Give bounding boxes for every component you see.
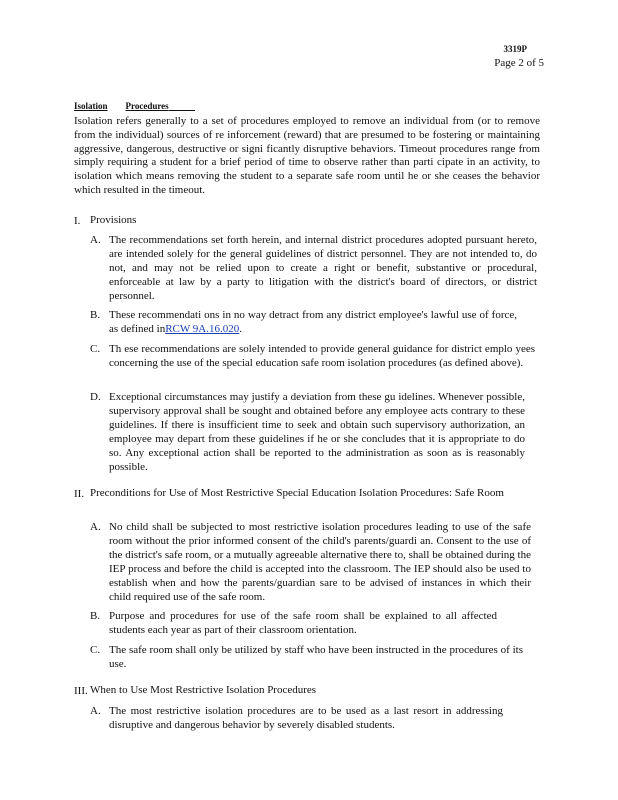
intro-paragraph: Isolation refers generally to a set of procedures employed to remove an individual from (or to remove from the individual) sources of re inforcement (reward) that are presumed to be fostering or maintaining aggressive, dangerous, destructive or signi ficantly disruptive behaviors. Timeout procedures range from simply requiring a student for a brief period of time to observe rather than parti cipate in an activity, to isolation which means removing the student to a separate safe room until he or she ceases the behavior which resulted in the timeout. <box>74 115 540 196</box>
section-1-title: Provisions <box>90 214 137 226</box>
item-1b-text-after: . <box>239 323 243 335</box>
item-1c-text: Th ese recommendations are solely intended to provide general guidance for district emplo yees concerning the use of the special education safe room isolation procedures (as defined above). <box>109 343 535 369</box>
section-3-title: When to Use Most Restrictive Isolation Procedures <box>90 684 317 696</box>
item-1c-letter: C. <box>90 343 101 355</box>
item-1a-letter: A. <box>90 234 101 246</box>
item-1d-letter: D. <box>90 391 101 403</box>
title-underline <box>169 101 195 111</box>
item-2c-text: The safe room shall only be utilized by staff who have been instructed in the procedures of its use. <box>109 644 523 670</box>
section-title-word1: Isolation <box>74 101 108 111</box>
section-title <box>74 101 195 111</box>
section-2-title: Preconditions for Use of Most Restrictive Special Education Isolation Procedures: Safe Room <box>90 487 504 499</box>
item-1b-text <box>109 308 517 336</box>
item-2b-letter: B. <box>90 610 101 622</box>
item-2a-letter: A. <box>90 521 101 533</box>
item-3a-text: The most restrictive isolation procedures are to be used as a last resort in addressing disruptive and dangerous behavior by severely disabled students. <box>109 705 503 731</box>
rcw-link[interactable]: RCW 9A.16.020 <box>165 323 240 335</box>
item-2b-text: Purpose and procedures for use of the safe room shall be explained to all affected students each year as part of their classroom orientation. <box>109 610 497 636</box>
item-3a-letter: A. <box>90 705 101 717</box>
section-1-numeral: I. <box>74 215 81 227</box>
section-3-numeral: III. <box>74 685 88 697</box>
item-1b-letter: B. <box>90 309 101 321</box>
item-1d-text: Exceptional circumstances may justify a deviation from these gu idelines. Whenever possible, supervisory approval shall be sought and obtained before any employee acts contrary to these guidelines. If there is insufficient time to seek and obtain such supervisory authorization, an employee may depart from these guidelines if he or she concludes that it is appropriate to do so. Any exceptional action shall be reported to the administration as soon as is reasonably possible. <box>109 391 525 473</box>
item-1b-text-before: These recommendati ons in no way detract from any district employee's lawful use of force, as defined in <box>109 309 517 335</box>
section-title-word2: Procedures <box>125 101 169 111</box>
page-number: Page 2 of 5 <box>494 57 544 69</box>
policy-code: 3319P <box>503 44 527 54</box>
item-2a-text: No child shall be subjected to most restrictive isolation procedures leading to use of the safe room without the prior informed consent of the child's parents/guardi an. Consent to the use of the district's safe room, or a mutually agreeable alternative there to, shall be obtained during the IEP process and before the child is accepted into the classroom. The IEP should also be used to establish when and how the parents/guardian sare to be advised of instances in which their child required use of the safe room. <box>109 521 531 603</box>
item-2c-letter: C. <box>90 644 101 656</box>
section-2-numeral: II. <box>74 488 85 500</box>
item-1a-text: The recommendations set forth herein, and internal district procedures adopted pursuant hereto, are intended solely for the general guidelines of district personnel. They are not intended to, do not, and may not be relied upon to create a right or benefit, substantive or procedural, enforceable at law by a party to litigation with the district's board of directors, or district personnel. <box>109 234 537 302</box>
